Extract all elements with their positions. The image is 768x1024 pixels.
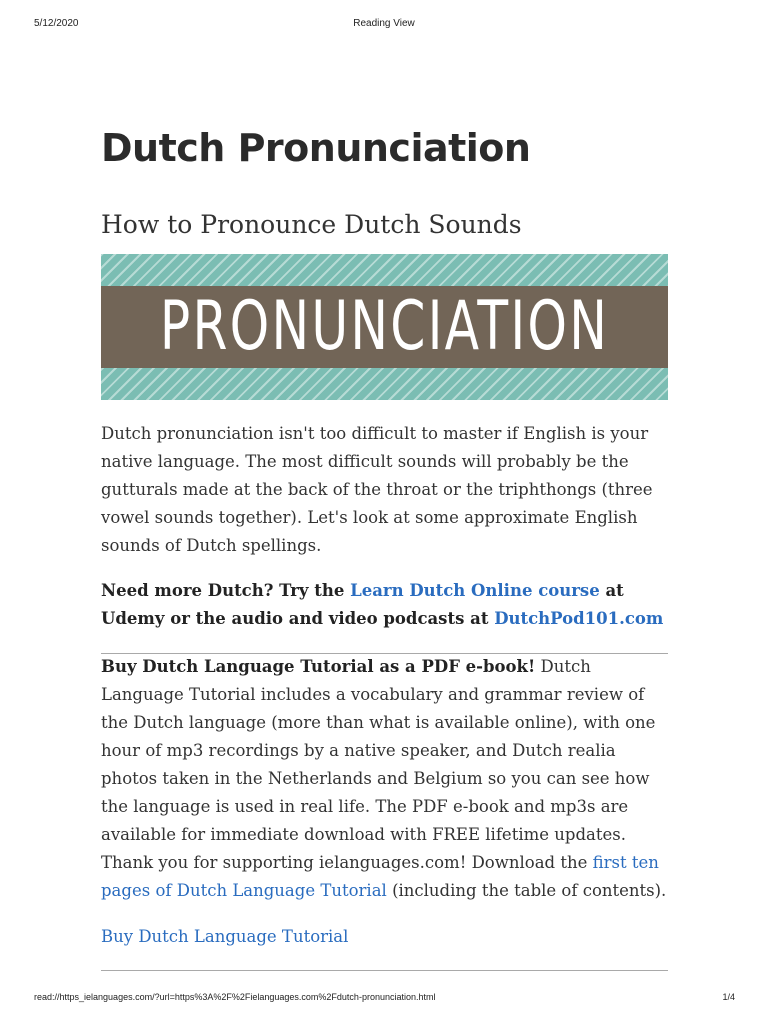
intro-paragraph: Dutch pronunciation isn't too difficult to master if English is your native language. The most difficult sounds will probably be the gutturals made at the back of the throat or the triphthongs (three vowel sounds together). Let's look at some approximate English sounds of Dutch spellings. [101,424,653,555]
promo-mid: at Udemy or the audio and video podcasts at [101,581,624,628]
banner-band [101,286,668,368]
ebook-paragraph [101,653,668,905]
pronunciation-banner-image [101,254,668,400]
ebook-body: Dutch Language Tutorial includes a vocabulary and grammar review of the Dutch language (more than what is available online), with one hour of mp3 recordings by a native speaker, and Dutch realia photos taken in the Netherlands and Belgium so you can see how the language is used in real life. The PDF e-book and mp3s are available for immediate download with FREE lifetime updates. Thank you for supporting ielanguages.com! Download the [101,657,656,872]
print-page-title: Reading View [353,18,415,29]
ebook-lead: Buy Dutch Language Tutorial as a PDF e-book! [101,657,536,676]
dutchpod101-link[interactable]: DutchPod101.com [494,609,664,628]
article-subtitle: How to Pronounce Dutch Sounds [101,210,522,239]
buy-tutorial-link[interactable]: Buy Dutch Language Tutorial [101,927,349,946]
banner-text: PRONUNCIATION [159,287,610,366]
divider [101,970,668,971]
learn-dutch-course-link[interactable]: Learn Dutch Online course [350,581,600,600]
buy-paragraph [101,923,668,951]
print-header [0,18,768,32]
print-page-count: 1/4 [722,992,735,1002]
article-title: Dutch Pronunciation [101,126,531,170]
promo-paragraph [101,577,668,633]
sample-pages-link[interactable]: first ten pages of Dutch Language Tutorial [101,853,659,900]
print-footer [0,992,768,1006]
print-url: read://https_ielanguages.com/?url=https%3A%2F%2Fielanguages.com%2Fdutch-pronunciation.html [34,992,436,1002]
promo-lead: Need more Dutch? Try the [101,581,351,600]
print-date: 5/12/2020 [34,18,79,29]
ebook-tail: (including the table of contents). [386,881,667,900]
